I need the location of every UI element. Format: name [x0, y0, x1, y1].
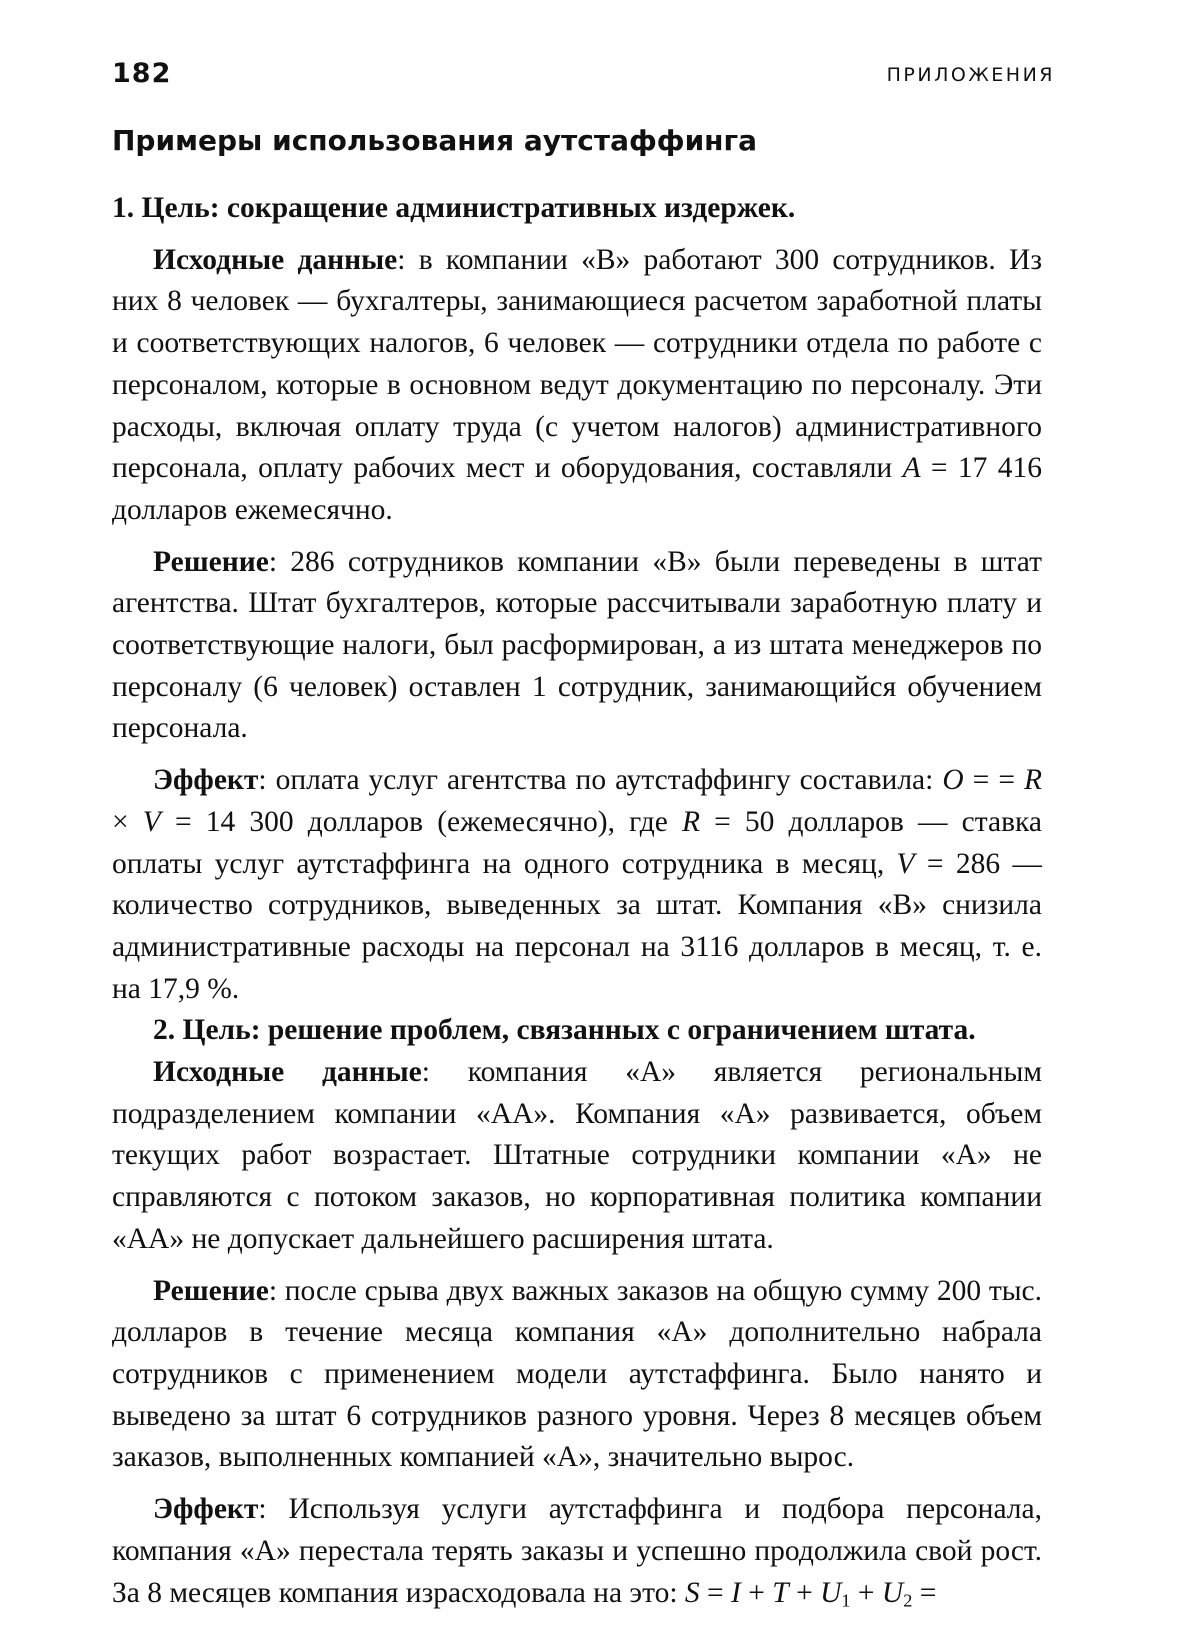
example2-goal: 2. Цель: решение проблем, связанных с ограничением штата. [153, 1014, 976, 1047]
formula-variable: U [820, 1576, 842, 1609]
solution-label: Решение [153, 545, 269, 578]
formula-variable: V [896, 847, 915, 880]
page-number: 182 [112, 58, 172, 89]
example1-goal: 1. Цель: сокращение административных издержек. [112, 192, 796, 224]
effect-label: Эффект [153, 1493, 259, 1526]
example2-effect: Эффект: Используя услуги аутстаффинга и подбора персонала, компания «А» перестала терять заказы и успешно продолжила свой рост. За 8 месяцев компания израсходовала на это: $S = I + T + U_1 + U_2$ = [112, 1493, 1042, 1611]
solution-label: Решение [153, 1274, 269, 1307]
example1-initial-data: Исходные данные: в компании «В» работают 300 сотрудников. Из них 8 человек — бухгалтеры, занимающиеся расчетом заработной платы и соответствующих налогов, 6 человек — сотрудники отдела по работе с персоналом, которые в основном ведут документацию по персоналу. Эти расходы, включая оплату труда (с учетом налогов) административного персонала, оплату рабочих мест и оборудования, составляли A = 17 416 долларов ежемесячно. [112, 243, 1043, 526]
formula-variable: R [1023, 764, 1042, 797]
formula-variable: S [684, 1576, 700, 1609]
formula-subscript: 2 [903, 1590, 913, 1611]
example2-initial-data: Исходные данные: компания «А» является региональным подразделением компании «АА». Компания «А» развивается, объем текущих работ возрастает. Штатные сотрудники компании «А» не справляются с потоком заказов, но корпоративная политика компании «АА» не допускает дальнейшего расширения штата. [112, 1056, 1042, 1255]
formula-variable: A [902, 452, 921, 485]
formula-subscript: 1 [841, 1590, 851, 1611]
section-heading: Примеры использования аутстаффинга [112, 124, 758, 157]
example1-solution: Решение: 286 сотрудников компании «В» были переведены в штат агентства. Штат бухгалтеров, которые рассчитывали заработную плату и соответствующие налоги, был расформирован, а из штата менеджеров по персоналу (6 человек) оставлен 1 сотрудник, занимающийся обучением персонала. [112, 545, 1042, 745]
body-text [112, 188, 1042, 1614]
formula-variable: I [731, 1576, 741, 1609]
formula-variable: U [881, 1576, 904, 1609]
effect-label: Эффект [153, 764, 259, 797]
formula-variable: R [681, 805, 700, 838]
example2-solution: Решение: после срыва двух важных заказов на общую сумму 200 тыс. долларов в течение месяца компания «А» дополнительно набрала сотрудников с применением модели аутстаффинга. Было нанято и выведено за штат 6 сотрудников разного уровня. Через 8 месяцев объем заказов, выполненных компанией «А», значительно вырос. [112, 1274, 1042, 1474]
example1-effect: Эффект: оплата услуг агентства по аутстаффингу составила: O = = R × V = 14 300 долларов (ежемесячно), где R = 50 долларов — ставка оплаты услуг аутстаффинга на одного сотрудника в месяц, V = 286 — количество сотрудников, выведенных за штат. Компания «В» снизила административные расходы на персонал на 3116 долларов в месяц, т. е. на 17,9 %. [112, 764, 1042, 1005]
initial-data-label: Исходные данные [153, 1056, 422, 1089]
formula-variable: V [142, 805, 161, 838]
initial-data-label: Исходные данные [153, 243, 398, 276]
formula-variable: T [772, 1576, 789, 1609]
running-header: ПРИЛОЖЕНИЯ [886, 64, 1055, 86]
formula-variable: O [942, 764, 964, 797]
